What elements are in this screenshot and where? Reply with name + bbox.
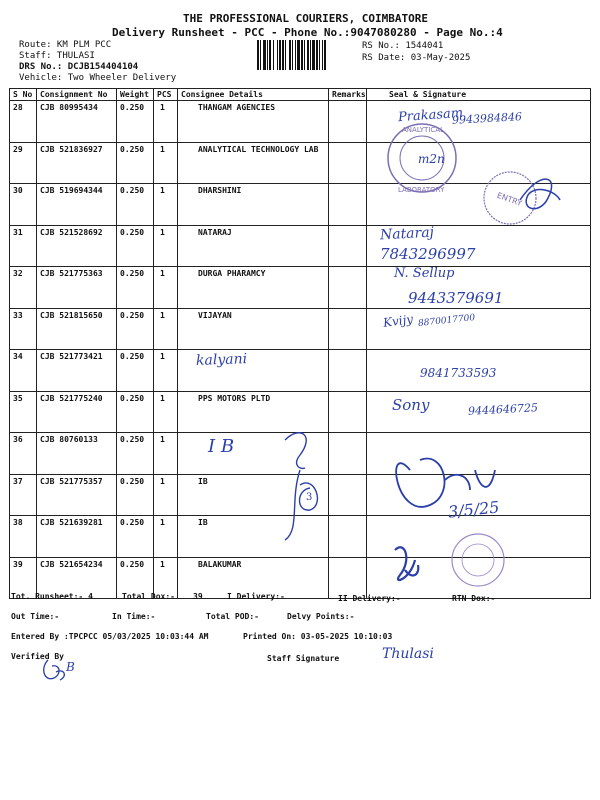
cell-remarks [329,433,367,475]
out-time: Out Time:- [11,612,60,621]
entered-by: Entered By :TPCPCC 05/03/2025 10:03:44 AM [11,632,209,641]
row32-name: N. Sellup [394,266,455,281]
row28-phone: 9943984846 [451,110,523,127]
barcode-bar [292,40,293,70]
barcode-bar [260,40,261,70]
cell-consignee: BALAKUMAR [178,557,329,599]
cell-sno: 35 [10,391,37,433]
cell-seal-signature [367,516,591,558]
cell-sno: 30 [10,184,37,226]
verified-sign: B [66,660,75,674]
barcode-bar [301,40,303,70]
cell-consignee: PPS MOTORS PLTD [178,391,329,433]
table-row [10,101,591,143]
table-row [10,350,591,392]
barcode-bar [257,40,259,70]
cell-remarks [329,142,367,184]
barcode-bar [269,40,271,70]
cell-sno: 33 [10,308,37,350]
cell-seal-signature [367,142,591,184]
cell-sno: 36 [10,433,37,475]
row36-name: I B [208,436,235,457]
cell-pcs: 1 [154,267,178,309]
table-row [10,184,591,226]
printed-on: Printed On: 03-05-2025 10:10:03 [243,632,393,641]
barcode-bar [324,40,326,70]
cell-seal-signature [367,101,591,143]
cell-consignee: IB [178,516,329,558]
col-pcs: PCS [154,89,178,101]
cell-sno: 32 [10,267,37,309]
vehicle-label: Vehicle: Two Wheeler Delivery [19,73,177,83]
entry-stamp-text: ENTRY [495,190,524,209]
staff-label: Staff: THULASI [19,51,95,61]
barcode-bar [312,40,315,70]
table-row [10,557,591,599]
cell-weight: 0.250 [117,142,154,184]
stamp-text-top: ANALYTICAL [402,126,444,134]
row31-name: Nataraj [379,224,435,244]
col-remarks: Remarks [329,89,367,101]
cell-weight: 0.250 [117,433,154,475]
route-label: Route: KM PLM PCC [19,40,112,50]
cell-remarks [329,184,367,226]
row29-mark: m2n [418,152,445,166]
barcode-bar [277,40,278,70]
cell-sno: 28 [10,101,37,143]
row35-phone2: 9444646725 [467,401,539,418]
cell-weight: 0.250 [117,516,154,558]
cell-consignee: DURGA PHARAMCY [178,267,329,309]
row35-phone1: 9841733593 [420,366,497,380]
cell-pcs: 1 [154,350,178,392]
cell-seal-signature [367,391,591,433]
rs-date-label: RS Date: 03-May-2025 [362,53,471,63]
row34-name: kalyani [195,351,248,369]
cell-weight: 0.250 [117,267,154,309]
barcode-bar [285,40,286,70]
table-row [10,308,591,350]
cell-consignment: CJB 521654234 [37,557,117,599]
delvy-points: Delvy Points:- [287,612,355,621]
barcode-bar [279,40,281,70]
cell-seal-signature [367,557,591,599]
cell-sno: 34 [10,350,37,392]
table-row [10,267,591,309]
barcode-bar [319,40,320,70]
staff-sign: Thulasi [382,646,434,662]
total-dox-value: 39 [193,592,203,601]
barcode-bar [267,40,268,70]
cell-remarks [329,391,367,433]
cell-consignee: THANGAM AGENCIES [178,101,329,143]
cell-consignee: DHARSHINI [178,184,329,226]
cell-remarks [329,308,367,350]
cell-sno: 39 [10,557,37,599]
barcode-bar [310,40,311,70]
barcode [257,40,357,70]
barcode-bar [297,40,300,70]
tot-runsheet: Tot. Runsheet:- 4 [11,592,93,601]
col-sno: S No [10,89,37,101]
cell-consignee [178,350,329,392]
table-header-row [10,89,591,101]
cell-remarks [329,101,367,143]
verified-by: Verified By [11,652,64,661]
cell-consignment: CJB 521775240 [37,391,117,433]
cell-consignment: CJB 521775357 [37,474,117,516]
runsheet-subtitle: Delivery Runsheet - PCC - Phone No.:9047080280 - Page No.:4 [112,26,503,39]
row37-circle-mark: 3 [306,492,313,503]
cell-consignment: CJB 521639281 [37,516,117,558]
cell-weight: 0.250 [117,350,154,392]
row28-name: Prakasam [397,105,464,126]
cell-pcs: 1 [154,474,178,516]
cell-consignee: NATARAJ [178,225,329,267]
cell-pcs: 1 [154,433,178,475]
cell-sno: 38 [10,516,37,558]
cell-consignment: CJB 519694344 [37,184,117,226]
col-weight: Weight [117,89,154,101]
barcode-bar [273,40,274,70]
barcode-bar [263,40,266,70]
row33-sign: Kvijy [382,311,414,331]
cell-weight: 0.250 [117,474,154,516]
cell-remarks [329,516,367,558]
col-consignment: Consignment No [37,89,117,101]
cell-sno: 29 [10,142,37,184]
cell-pcs: 1 [154,516,178,558]
cell-consignment: CJB 521528692 [37,225,117,267]
runsheet-table [9,88,591,599]
cell-weight: 0.250 [117,557,154,599]
row31-phone: 7843296997 [380,245,476,263]
ii-delivery: II Delivery:- [338,594,401,603]
col-seal-signature: Seal & Signature [367,89,591,101]
table-row [10,391,591,433]
cell-seal-signature [367,474,591,516]
stamp-text-bottom: LABORATORY [398,186,445,194]
table-row [10,225,591,267]
cell-remarks [329,474,367,516]
cell-pcs: 1 [154,225,178,267]
cell-weight: 0.250 [117,225,154,267]
row32-phone: 9443379691 [408,289,504,307]
drs-label: DRS No.: DCJB154404104 [19,62,139,72]
row38-date: 3/5/25 [447,497,501,522]
cell-pcs: 1 [154,142,178,184]
cell-remarks [329,267,367,309]
cell-weight: 0.250 [117,391,154,433]
cell-weight: 0.250 [117,308,154,350]
barcode-bar [295,40,296,70]
total-dox-label: Total Dox:- [122,592,175,601]
cell-consignment: CJB 521775363 [37,267,117,309]
cell-consignee: IB [178,474,329,516]
barcode-bar [322,40,323,70]
cell-sno: 37 [10,474,37,516]
col-consignee: Consignee Details [178,89,329,101]
rtn-dox: RTN Dox:- [452,594,496,603]
cell-consignee: VIJAYAN [178,308,329,350]
total-pod: Total POD:- [206,612,259,621]
table-row [10,433,591,475]
table-row [10,516,591,558]
barcode-bar [282,40,284,70]
cell-weight: 0.250 [117,101,154,143]
cell-seal-signature [367,350,591,392]
cell-seal-signature [367,225,591,267]
company-title: THE PROFESSIONAL COURIERS, COIMBATORE [183,12,429,25]
cell-weight: 0.250 [117,184,154,226]
row35-sign: Sony [392,396,430,414]
cell-seal-signature [367,184,591,226]
staff-signature-label: Staff Signature [267,654,340,663]
barcode-bar [304,40,305,70]
cell-seal-signature [367,308,591,350]
cell-pcs: 1 [154,391,178,433]
cell-pcs: 1 [154,184,178,226]
verified-signature [44,660,65,680]
table-row [10,142,591,184]
i-delivery: I Delivery:- [227,592,285,601]
cell-consignee: ANALYTICAL TECHNOLOGY LAB [178,142,329,184]
cell-consignment: CJB 521836927 [37,142,117,184]
cell-consignment: CJB 521773421 [37,350,117,392]
cell-consignment: CJB 80995434 [37,101,117,143]
cell-remarks [329,557,367,599]
cell-pcs: 1 [154,308,178,350]
row33-phone: 8870017700 [417,313,476,329]
in-time: In Time:- [112,612,156,621]
table-row [10,474,591,516]
cell-pcs: 1 [154,101,178,143]
cell-consignment: CJB 521815650 [37,308,117,350]
rs-no-label: RS No.: 1544041 [362,41,444,51]
barcode-bar [316,40,318,70]
cell-sno: 31 [10,225,37,267]
cell-remarks [329,350,367,392]
barcode-bar [289,40,291,70]
cell-remarks [329,225,367,267]
cell-seal-signature [367,433,591,475]
cell-seal-signature [367,267,591,309]
cell-consignment: CJB 80760133 [37,433,117,475]
cell-pcs: 1 [154,557,178,599]
cell-consignee [178,433,329,475]
barcode-bar [307,40,309,70]
